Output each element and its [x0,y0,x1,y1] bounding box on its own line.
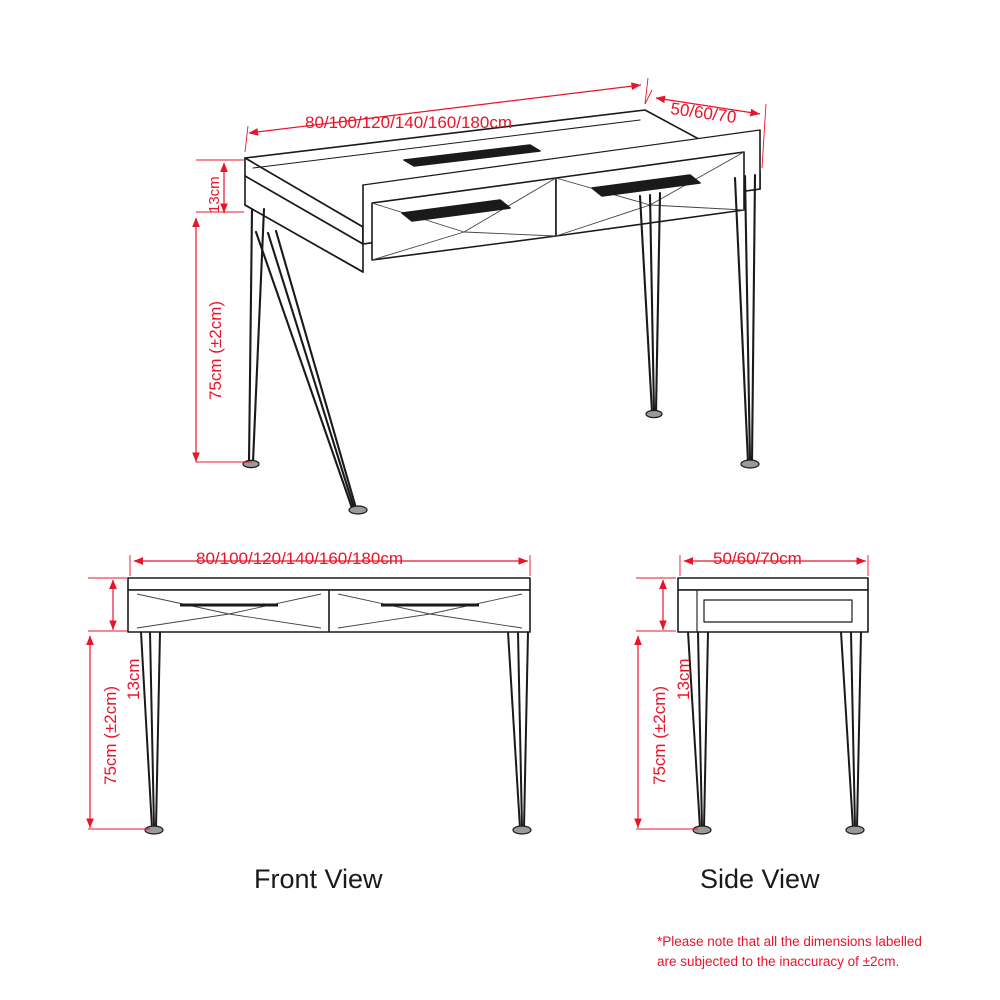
front-drawer-height-label: 13cm [124,658,143,700]
side-drawer-height-label: 13cm [674,658,693,700]
side-width-label: 50/60/70cm [713,549,802,568]
front-view-desk [128,578,531,834]
side-view-desk [678,578,868,834]
footnote-line-2: are subjected to the inaccuracy of ±2cm. [657,954,900,969]
side-view-label: Side View [700,864,820,894]
perspective-width-label: 80/100/120/140/160/180cm [305,113,513,132]
side-leg-height-label: 75cm (±2cm) [650,685,669,785]
perspective-leg-height-label: 75cm (±2cm) [206,300,225,400]
perspective-drawer-height-label: 13cm [206,176,223,213]
front-view-label: Front View [254,864,383,894]
front-leg-height-label: 75cm (±2cm) [101,685,120,785]
perspective-depth-label: 50/60/70 [669,99,738,128]
front-width-label: 80/100/120/140/160/180cm [196,549,404,568]
footnote-line-1: *Please note that all the dimensions labelled [657,934,922,949]
perspective-desk [243,110,760,514]
